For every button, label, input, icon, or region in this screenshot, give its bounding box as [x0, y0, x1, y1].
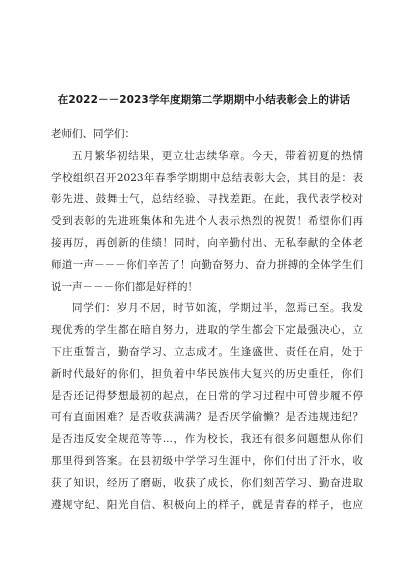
document-body [51, 124, 363, 516]
paragraph2-line: 可有直面困难？是否收获满满？是否厌学偷懒？是否违规违纪？ [51, 411, 363, 424]
document-title: 在2022－－2023学年度期第二学期期中小结表彰会上的讲话 [57, 94, 351, 106]
paragraph2-line: 新时代最好的你们，担负着中华民族伟大复兴的历史重任，你们 [51, 367, 363, 380]
paragraph1-line: 接再厉，再创新的佳绩！同时，向辛勤付出、无私奉献的全体老 [51, 236, 363, 249]
greeting-line: 老师们、同学们： [51, 128, 135, 140]
paragraph2-line: 同学们：岁月不居，时节如流，学期过半，忽焉已至。我发 [72, 302, 363, 315]
paragraph2-line: 那里得到答案。在县初级中学学习生涯中，你们付出了汗水，收 [51, 454, 363, 467]
paragraph1-line: 受到表彰的先进班集体和先进个人表示热烈的祝贺！希望你们再 [51, 215, 363, 228]
paragraph2-line: 获了知识，经历了磨砺，收获了成长，你们刻苦学习、勤奋进取 [51, 476, 363, 489]
paragraph1-line: 师道一声－－－你们辛苦了！向勤奋努力、奋力拼搏的全体学生们 [51, 258, 363, 271]
paragraph2-line: 是否违反安全规范等等...，作为校长，我还有很多问题想从你们 [51, 433, 363, 446]
paragraph1-line: 五月繁华初结果，更立壮志续华章。今天，带着初夏的热情 [72, 149, 363, 162]
paragraph1-line: 说一声－－－你们都是好样的！ [51, 280, 198, 293]
paragraph2-line: 遵规守纪、阳光自信、积极向上的样子，就是青春的样子，也应 [51, 498, 363, 511]
paragraph2-line: 是否还记得梦想最初的起点，在日常的学习过程中可曾步履不停 [51, 389, 363, 402]
paragraph1-line: 彰先进、鼓舞士气，总结经验、寻找差距。在此，我代表学校对 [51, 193, 363, 206]
paragraph2-line: 下庄重誓言，勤奋学习、立志成才。生逢盛世、责任在肩，处于 [51, 345, 363, 358]
paragraph2-line: 现优秀的学生都在暗自努力，进取的学生都会下定最强决心，立 [51, 324, 363, 337]
paragraph1-line: 学校组织召开2023年春季学期期中总结表彰大会，其目的是：表 [51, 171, 363, 184]
